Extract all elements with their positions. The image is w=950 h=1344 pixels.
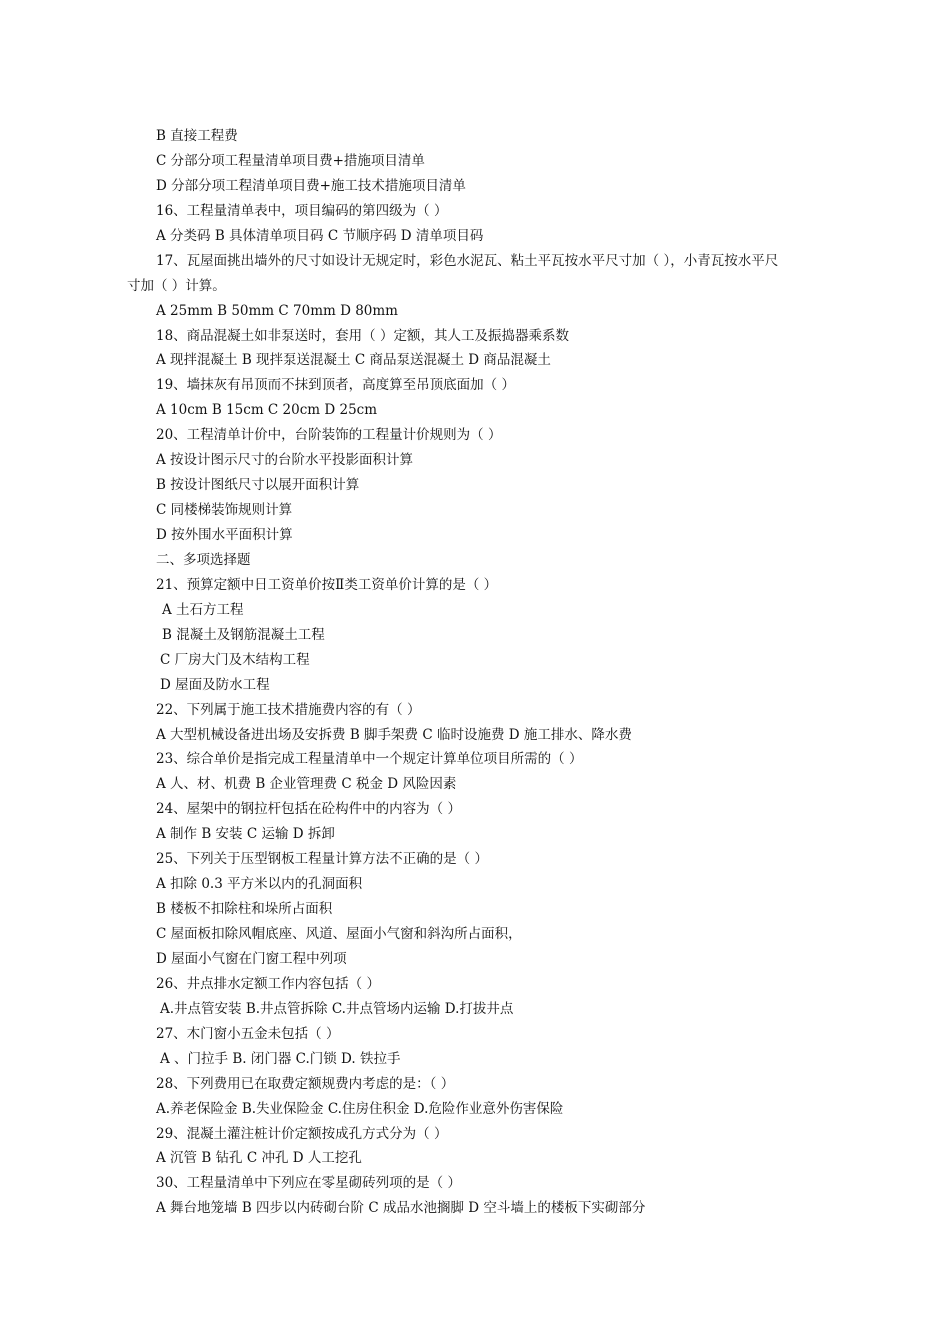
option-line: B 楼板不扣除柱和垛所占面积: [156, 901, 333, 918]
option-line: B 按设计图纸尺寸以展开面积计算: [156, 477, 360, 494]
question-line: 17、瓦屋面挑出墙外的尺寸如设计无规定时，彩色水泥瓦、粘土平瓦按水平尺寸加（ ），小青瓦按水平尺: [156, 252, 779, 269]
option-line: A 大型机械设备进出场及安拆费 B 脚手架费 C 临时设施费 D 施工排水、降水费: [156, 726, 632, 743]
option-line: A 按设计图示尺寸的台阶水平投影面积计算: [156, 452, 414, 469]
option-line: A 分类码 B 具体清单项目码 C 节顺序码 D 清单项目码: [156, 227, 484, 244]
option-line: A 25mm B 50mm C 70mm D 80mm: [156, 302, 398, 319]
option-line: A 土石方工程: [162, 601, 244, 618]
option-line: D 屋面小气窗在门窗工程中列项: [156, 950, 347, 967]
option-line: A 舞台地笼墙 B 四步以内砖砌台阶 C 成品水池搁脚 D 空斗墙上的楼板下实砌部分: [156, 1200, 646, 1217]
question-line: 18、商品混凝土如非泵送时，套用（ ）定额，其人工及振捣器乘系数: [156, 327, 569, 344]
option-line: C 同楼梯装饰规则计算: [156, 502, 293, 519]
question-line: 23、综合单价是指完成工程量清单中一个规定计算单位项目所需的（ ）: [156, 751, 583, 768]
question-line: 26、井点排水定额工作内容包括（ ）: [156, 975, 380, 992]
option-line: B 混凝土及钢筋混凝土工程: [162, 626, 325, 643]
question-line: 30、工程量清单中下列应在零星砌砖列项的是（ ）: [156, 1175, 461, 1192]
question-line: 19、墙抹灰有吊顶而不抹到顶者，高度算至吊顶底面加（ ）: [156, 377, 515, 394]
option-line: A 、门拉手 B. 闭门器 C.门锁 D. 铁拉手: [160, 1050, 401, 1067]
question-line-continuation: 寸加（ ）计算。: [127, 277, 226, 294]
option-line: C 屋面板扣除风帽底座、风道、屋面小气窗和斜沟所占面积，: [156, 926, 522, 942]
option-line: A 沉管 B 钻孔 C 冲孔 D 人工挖孔: [156, 1150, 362, 1167]
option-line: D 按外围水平面积计算: [156, 527, 293, 543]
option-line: C 厂房大门及木结构工程: [160, 651, 310, 668]
question-line: 24、屋架中的钢拉杆包括在砼构件中的内容为（ ）: [156, 801, 461, 818]
option-line: A 10cm B 15cm C 20cm D 25cm: [156, 402, 378, 419]
question-line: 22、下列属于施工技术措施费内容的有（ ）: [156, 701, 421, 718]
question-line: 28、下列费用已在取费定额规费内考虑的是：（ ）: [156, 1075, 455, 1092]
option-line: A 扣除 0.3 平方米以内的孔洞面积: [156, 876, 363, 893]
document-body: [127, 124, 842, 1221]
question-line: 20、工程清单计价中，台阶装饰的工程量计价规则为（ ）: [156, 427, 502, 444]
option-line: A.养老保险金 B.失业保险金 C.住房住积金 D.危险作业意外伤害保险: [156, 1100, 564, 1117]
option-line: D 屋面及防水工程: [160, 676, 270, 693]
option-line: A 人、材、机费 B 企业管理费 C 税金 D 风险因素: [156, 776, 457, 793]
question-line: 25、下列关于压型钢板工程量计算方法不正确的是（ ）: [156, 851, 488, 868]
option-line: D 分部分项工程清单项目费+施工技术措施项目清单: [156, 177, 466, 194]
question-line: 27、木门窗小五金未包括（ ）: [156, 1025, 340, 1042]
question-line: 16、工程量清单表中，项目编码的第四级为（ ）: [156, 202, 448, 219]
option-line: A 制作 B 安装 C 运输 D 拆卸: [156, 826, 335, 843]
section-heading: 二、多项选择题: [156, 551, 251, 568]
option-line: C 分部分项工程量清单项目费+措施项目清单: [156, 152, 425, 169]
option-line: A 现拌混凝土 B 现拌泵送混凝土 C 商品泵送混凝土 D 商品混凝土: [156, 352, 551, 369]
option-line: A.井点管安装 B.井点管拆除 C.井点管场内运输 D.打拔井点: [160, 1000, 514, 1017]
question-block: [127, 249, 842, 299]
option-line: B 直接工程费: [156, 128, 238, 144]
question-line: 21、预算定额中日工资单价按Ⅱ类工资单价计算的是（ ）: [156, 576, 498, 593]
question-line: 29、混凝土灌注桩计价定额按成孔方式分为（ ）: [156, 1125, 448, 1142]
